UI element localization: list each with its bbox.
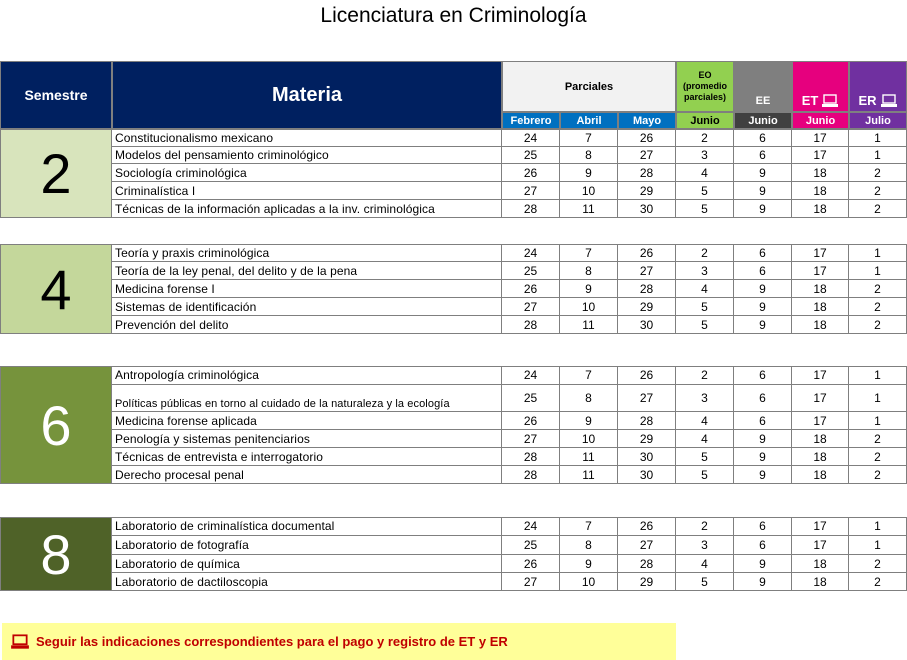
- eo-cell: 3: [676, 147, 734, 164]
- abril-cell: 7: [560, 244, 618, 262]
- page-title: Licenciatura en Criminología: [320, 4, 587, 27]
- eo-cell: 2: [676, 366, 734, 385]
- eo-cell: 4: [676, 555, 734, 573]
- table-row: [112, 412, 907, 430]
- er-cell: 1: [849, 244, 907, 262]
- et-cell: 17: [792, 147, 849, 164]
- eo-cell: 2: [676, 129, 734, 147]
- abril-cell: 10: [560, 573, 618, 591]
- eo-cell: 5: [676, 466, 734, 484]
- febrero-cell: 24: [502, 244, 560, 262]
- ee-cell: 9: [734, 466, 792, 484]
- subheader-abril: Abril: [560, 112, 618, 129]
- subject-cell: Sociología criminológica: [112, 164, 502, 182]
- mayo-cell: 27: [618, 385, 676, 412]
- header-parciales: Parciales: [502, 61, 676, 112]
- ee-cell: 6: [734, 366, 792, 385]
- subject-cell: Medicina forense I: [112, 280, 502, 298]
- abril-cell: 8: [560, 536, 618, 555]
- subject-cell: Políticas públicas en torno al cuidado de la naturaleza y la ecología: [112, 385, 502, 412]
- abril-cell: 11: [560, 316, 618, 334]
- subject-cell: Antropología criminológica: [112, 366, 502, 385]
- header-er: [849, 61, 907, 112]
- er-cell: 1: [849, 412, 907, 430]
- er-cell: 1: [849, 147, 907, 164]
- subject-cell: Penología y sistemas penitenciarios: [112, 430, 502, 448]
- ee-cell: 6: [734, 147, 792, 164]
- header-et-label: ET: [801, 93, 819, 108]
- febrero-cell: 25: [502, 147, 560, 164]
- er-cell: 2: [849, 573, 907, 591]
- computer-icon: [10, 634, 30, 650]
- table-row: [112, 129, 907, 147]
- table-row: [112, 466, 907, 484]
- table-row: [112, 164, 907, 182]
- et-cell: 18: [792, 182, 849, 200]
- table-row: [112, 430, 907, 448]
- computer-icon: [821, 94, 839, 108]
- febrero-cell: 26: [502, 412, 560, 430]
- febrero-cell: 27: [502, 430, 560, 448]
- mayo-cell: 28: [618, 412, 676, 430]
- ee-cell: 9: [734, 182, 792, 200]
- er-cell: 2: [849, 298, 907, 316]
- er-cell: 1: [849, 517, 907, 536]
- febrero-cell: 24: [502, 517, 560, 536]
- abril-cell: 10: [560, 182, 618, 200]
- mayo-cell: 29: [618, 298, 676, 316]
- abril-cell: 10: [560, 298, 618, 316]
- table-row: [112, 262, 907, 280]
- table-row: [112, 182, 907, 200]
- mayo-cell: 27: [618, 262, 676, 280]
- ee-cell: 9: [734, 430, 792, 448]
- febrero-cell: 28: [502, 316, 560, 334]
- header-ee: EE: [734, 61, 792, 112]
- ee-cell: 6: [734, 129, 792, 147]
- et-cell: 17: [792, 385, 849, 412]
- et-cell: 18: [792, 280, 849, 298]
- mayo-cell: 28: [618, 164, 676, 182]
- table-row: [112, 448, 907, 466]
- febrero-cell: 27: [502, 298, 560, 316]
- subject-cell: Medicina forense aplicada: [112, 412, 502, 430]
- et-cell: 17: [792, 262, 849, 280]
- subject-cell: Constitucionalismo mexicano: [112, 129, 502, 147]
- et-cell: 17: [792, 412, 849, 430]
- mayo-cell: 30: [618, 448, 676, 466]
- subject-cell: Laboratorio de dactiloscopia: [112, 573, 502, 591]
- er-cell: 2: [849, 448, 907, 466]
- mayo-cell: 30: [618, 316, 676, 334]
- subject-cell: Laboratorio de criminalística documental: [112, 517, 502, 536]
- abril-cell: 9: [560, 164, 618, 182]
- ee-cell: 9: [734, 298, 792, 316]
- abril-cell: 8: [560, 262, 618, 280]
- subject-cell: Sistemas de identificación: [112, 298, 502, 316]
- header-er-label: ER: [858, 93, 877, 108]
- subject-cell: Prevención del delito: [112, 316, 502, 334]
- table-row: [112, 385, 907, 412]
- er-cell: 2: [849, 164, 907, 182]
- semester-number: 8: [0, 517, 112, 591]
- er-cell: 1: [849, 262, 907, 280]
- table-row: [112, 555, 907, 573]
- semester-number: 4: [0, 244, 112, 334]
- eo-cell: 4: [676, 280, 734, 298]
- er-cell: 2: [849, 182, 907, 200]
- header-eo-line2: (promedio: [683, 81, 727, 91]
- table-row: [112, 147, 907, 164]
- febrero-cell: 26: [502, 280, 560, 298]
- mayo-cell: 27: [618, 536, 676, 555]
- table-row: [112, 366, 907, 385]
- mayo-cell: 29: [618, 430, 676, 448]
- table-row: [112, 280, 907, 298]
- header-semestre: Semestre: [0, 61, 112, 129]
- mayo-cell: 29: [618, 573, 676, 591]
- computer-icon: [880, 94, 898, 108]
- table-row: [112, 536, 907, 555]
- et-cell: 18: [792, 430, 849, 448]
- et-cell: 17: [792, 517, 849, 536]
- febrero-cell: 25: [502, 385, 560, 412]
- abril-cell: 7: [560, 129, 618, 147]
- ee-cell: 9: [734, 200, 792, 218]
- ee-cell: 6: [734, 385, 792, 412]
- abril-cell: 10: [560, 430, 618, 448]
- subject-cell: Laboratorio de fotografía: [112, 536, 502, 555]
- febrero-cell: 28: [502, 466, 560, 484]
- et-cell: 18: [792, 466, 849, 484]
- mayo-cell: 26: [618, 129, 676, 147]
- payment-note: [2, 623, 676, 660]
- header-eo: [676, 61, 734, 112]
- mayo-cell: 28: [618, 280, 676, 298]
- febrero-cell: 24: [502, 366, 560, 385]
- ee-cell: 6: [734, 536, 792, 555]
- subject-cell: Modelos del pensamiento criminológico: [112, 147, 502, 164]
- mayo-cell: 30: [618, 466, 676, 484]
- subject-cell: Laboratorio de química: [112, 555, 502, 573]
- er-cell: 1: [849, 385, 907, 412]
- header-materia: Materia: [112, 61, 502, 129]
- subheader-mayo: Mayo: [618, 112, 676, 129]
- table-row: [112, 316, 907, 334]
- ee-cell: 9: [734, 316, 792, 334]
- febrero-cell: 27: [502, 182, 560, 200]
- mayo-cell: 28: [618, 555, 676, 573]
- abril-cell: 8: [560, 147, 618, 164]
- ee-cell: 6: [734, 517, 792, 536]
- et-cell: 18: [792, 316, 849, 334]
- table-row: [112, 517, 907, 536]
- ee-cell: 6: [734, 412, 792, 430]
- et-cell: 17: [792, 536, 849, 555]
- header-et: [792, 61, 849, 112]
- ee-cell: 9: [734, 555, 792, 573]
- subject-cell: Teoría y praxis criminológica: [112, 244, 502, 262]
- payment-note-text: Seguir las indicaciones correspondientes para el pago y registro de ET y ER: [36, 634, 508, 649]
- table-row: [112, 244, 907, 262]
- subject-cell: Técnicas de la información aplicadas a la inv. criminológica: [112, 200, 502, 218]
- er-cell: 1: [849, 536, 907, 555]
- abril-cell: 11: [560, 448, 618, 466]
- subheader-ee-junio: Junio: [734, 112, 792, 129]
- er-cell: 1: [849, 129, 907, 147]
- table-row: [112, 200, 907, 218]
- subject-cell: Teoría de la ley penal, del delito y de la pena: [112, 262, 502, 280]
- eo-cell: 2: [676, 517, 734, 536]
- mayo-cell: 30: [618, 200, 676, 218]
- er-cell: 2: [849, 466, 907, 484]
- abril-cell: 9: [560, 555, 618, 573]
- febrero-cell: 27: [502, 573, 560, 591]
- ee-cell: 6: [734, 262, 792, 280]
- subject-cell: Técnicas de entrevista e interrogatorio: [112, 448, 502, 466]
- eo-cell: 5: [676, 316, 734, 334]
- et-cell: 18: [792, 573, 849, 591]
- febrero-cell: 28: [502, 448, 560, 466]
- abril-cell: 7: [560, 517, 618, 536]
- er-cell: 2: [849, 430, 907, 448]
- et-cell: 18: [792, 448, 849, 466]
- header-eo-line1: EO: [698, 70, 712, 80]
- mayo-cell: 27: [618, 147, 676, 164]
- febrero-cell: 26: [502, 164, 560, 182]
- febrero-cell: 24: [502, 129, 560, 147]
- abril-cell: 9: [560, 412, 618, 430]
- subject-cell: Derecho procesal penal: [112, 466, 502, 484]
- ee-cell: 9: [734, 280, 792, 298]
- abril-cell: 11: [560, 200, 618, 218]
- et-cell: 17: [792, 244, 849, 262]
- eo-cell: 5: [676, 298, 734, 316]
- subheader-febrero: Febrero: [502, 112, 560, 129]
- et-cell: 17: [792, 366, 849, 385]
- mayo-cell: 29: [618, 182, 676, 200]
- table-row: [112, 298, 907, 316]
- eo-cell: 5: [676, 182, 734, 200]
- ee-cell: 9: [734, 448, 792, 466]
- ee-cell: 9: [734, 164, 792, 182]
- eo-cell: 4: [676, 430, 734, 448]
- febrero-cell: 25: [502, 536, 560, 555]
- abril-cell: 8: [560, 385, 618, 412]
- abril-cell: 9: [560, 280, 618, 298]
- et-cell: 18: [792, 164, 849, 182]
- febrero-cell: 25: [502, 262, 560, 280]
- eo-cell: 3: [676, 385, 734, 412]
- subheader-er-julio: Julio: [849, 112, 907, 129]
- febrero-cell: 26: [502, 555, 560, 573]
- mayo-cell: 26: [618, 517, 676, 536]
- semester-number: 2: [0, 129, 112, 218]
- mayo-cell: 26: [618, 366, 676, 385]
- et-cell: 18: [792, 200, 849, 218]
- eo-cell: 5: [676, 200, 734, 218]
- eo-cell: 5: [676, 448, 734, 466]
- eo-cell: 4: [676, 164, 734, 182]
- abril-cell: 7: [560, 366, 618, 385]
- er-cell: 2: [849, 555, 907, 573]
- febrero-cell: 28: [502, 200, 560, 218]
- ee-cell: 9: [734, 573, 792, 591]
- subject-cell: Criminalística I: [112, 182, 502, 200]
- et-cell: 17: [792, 129, 849, 147]
- eo-cell: 3: [676, 262, 734, 280]
- mayo-cell: 26: [618, 244, 676, 262]
- subheader-eo-junio: Junio: [676, 112, 734, 129]
- abril-cell: 11: [560, 466, 618, 484]
- ee-cell: 6: [734, 244, 792, 262]
- subheader-et-junio: Junio: [792, 112, 849, 129]
- semester-number: 6: [0, 366, 112, 484]
- et-cell: 18: [792, 555, 849, 573]
- eo-cell: 4: [676, 412, 734, 430]
- er-cell: 2: [849, 280, 907, 298]
- eo-cell: 5: [676, 573, 734, 591]
- et-cell: 18: [792, 298, 849, 316]
- eo-cell: 2: [676, 244, 734, 262]
- table-row: [112, 573, 907, 591]
- er-cell: 2: [849, 200, 907, 218]
- er-cell: 2: [849, 316, 907, 334]
- er-cell: 1: [849, 366, 907, 385]
- eo-cell: 3: [676, 536, 734, 555]
- header-eo-line3: parciales): [683, 92, 727, 102]
